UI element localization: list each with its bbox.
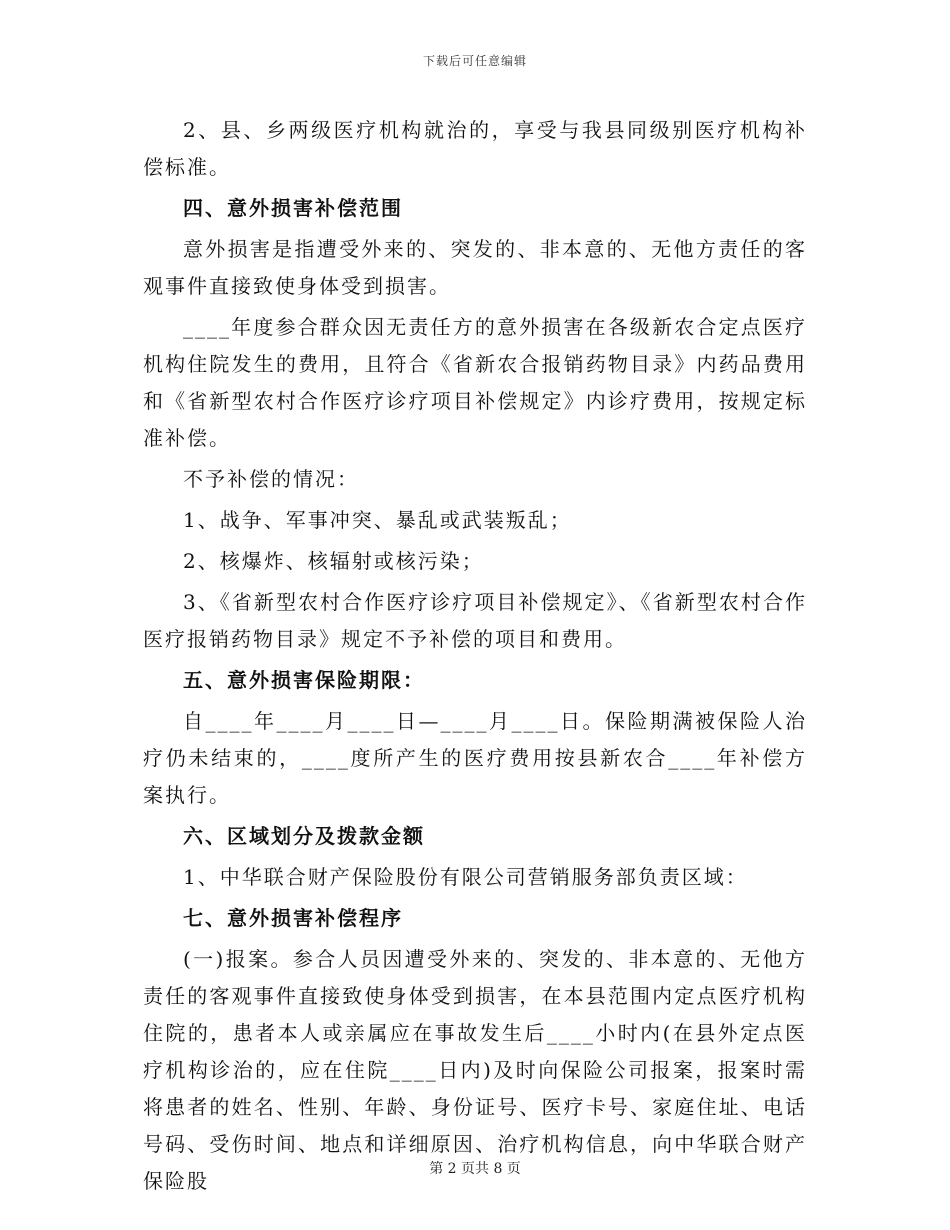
paragraph-county-township-standard: 2、县、乡两级医疗机构就治的，享受与我县同级别医疗机构补偿标准。 [143,118,807,179]
paragraph-exclusions-intro: 不予补偿的情况： [183,467,359,491]
page-header-note: 下载后可任意编辑 [422,54,527,68]
paragraph-insurance-period: 自____年____月____日—____月____日。保险期满被保险人治疗仍未结束的，____度所产生的医疗费用按县新农合____年补偿方案执行。 [143,709,807,807]
section-heading-6: 六、区域划分及拨款金额 [183,824,425,848]
paragraph-region-1: 1、中华联合财产保险股份有限公司营销服务部负责区域： [183,865,748,889]
list-item-exclusion-3: 3、《省新型农村合作医疗诊疗项目补偿规定》、《省新型农村合作医疗报销药物目录》规定不予补偿的项目和费用。 [143,590,807,651]
document-body [143,112,807,1200]
list-item-exclusion-2: 2、核爆炸、核辐射或核污染； [183,549,484,573]
page-number: 第 2 页共 8 页 [429,1161,521,1177]
section-heading-4: 四、意外损害补偿范围 [183,196,403,220]
paragraph-accident-definition: 意外损害是指遭受外来的、突发的、非本意的、无他方责任的客观事件直接致使身体受到损害。 [143,237,807,298]
paragraph-annual-compensation: ____年度参合群众因无责任方的意外损害在各级新农合定点医疗机构住院发生的费用，且符合《省新农合报销药物目录》内药品费用和《省新型农村合作医疗诊疗项目补偿规定》内诊疗费用，按规定标准补偿。 [143,315,807,450]
paragraph-report-procedure: (一)报案。参合人员因遭受外来的、突发的、非本意的、无他方责任的客观事件直接致使身体受到损害，在本县范围内定点医疗机构住院的，患者本人或亲属应在事故发生后____小时内(在县外定点医疗机构诊治的，应在住院____日内)及时向保险公司报案，报案时需将患者的姓名、性别、年龄、身份证号、医疗卡号、家庭住址、电话号码、受伤时间、地点和详细原因、治疗机构信息，向中华联合财产保险股 [143,947,807,1193]
list-item-exclusion-1: 1、战争、军事冲突、暴乱或武装叛乱； [183,508,572,532]
section-heading-5: 五、意外损害保险期限： [183,668,425,692]
section-heading-7: 七、意外损害补偿程序 [183,906,403,930]
